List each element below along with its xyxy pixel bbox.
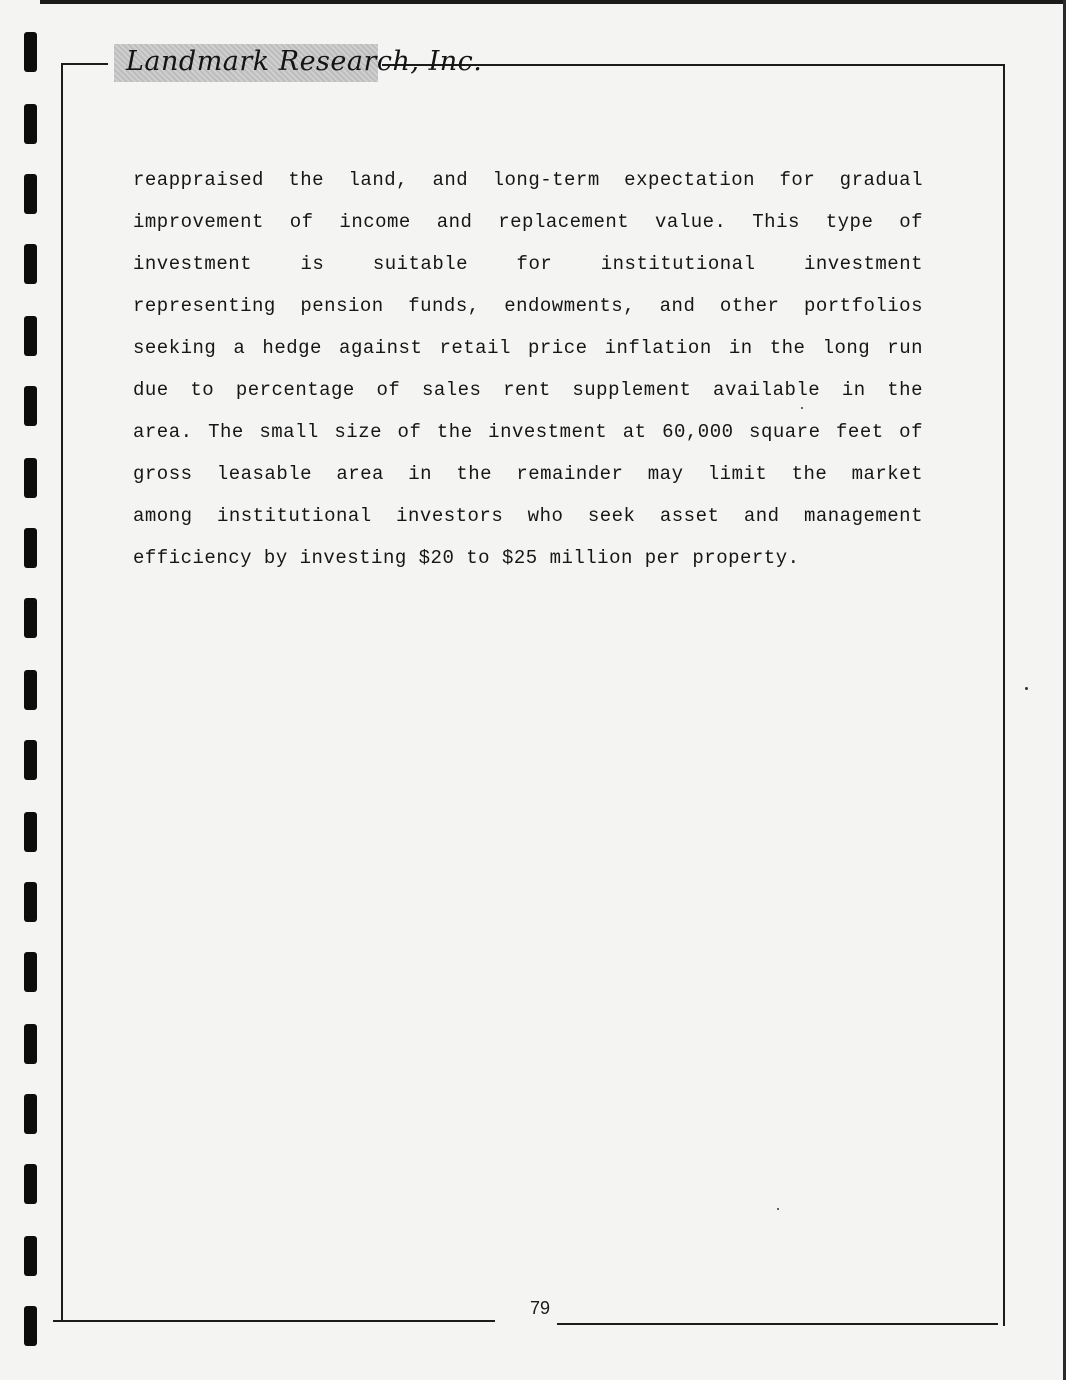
- binding-hole: [24, 1094, 37, 1134]
- binding-hole: [24, 882, 37, 922]
- body-line: seeking a hedge against retail price inflation in the long run: [133, 337, 923, 359]
- frame-bottom-right-segment: [557, 1323, 998, 1325]
- binding-hole: [24, 812, 37, 852]
- scan-speck: [1025, 687, 1028, 690]
- body-line: among institutional investors who seek asset and management: [133, 505, 923, 527]
- binding-hole: [24, 104, 37, 144]
- body-line: due to percentage of sales rent supplement available in the: [133, 379, 923, 401]
- body-line: gross leasable area in the remainder may limit the market: [133, 463, 923, 485]
- binding-hole: [24, 1024, 37, 1064]
- binding-hole: [24, 1306, 37, 1346]
- frame-bottom-left-segment: [53, 1320, 495, 1322]
- binding-hole: [24, 740, 37, 780]
- frame-top-left-segment: [62, 63, 108, 65]
- body-line: efficiency by investing $20 to $25 million per property.: [133, 547, 800, 569]
- binding-hole: [24, 952, 37, 992]
- scan-speck: [777, 1208, 779, 1210]
- body-line: improvement of income and replacement value. This type of: [133, 211, 923, 233]
- body-line: investment is suitable for institutional investment: [133, 253, 923, 275]
- binding-hole: [24, 316, 37, 356]
- body-line: area. The small size of the investment at 60,000 square feet of: [133, 421, 923, 443]
- scan-speck: [801, 407, 803, 409]
- binding-hole: [24, 174, 37, 214]
- body-line: representing pension funds, endowments, and other portfolios: [133, 295, 923, 317]
- binding-hole: [24, 458, 37, 498]
- company-letterhead: [114, 44, 483, 82]
- binding-hole: [24, 1236, 37, 1276]
- binding-hole: [24, 528, 37, 568]
- page-top-edge: [40, 0, 1066, 4]
- frame-left-side: [61, 63, 63, 1321]
- page-number: 79: [529, 1298, 551, 1318]
- company-name: Landmark Research, Inc.: [126, 46, 483, 77]
- frame-right-side: [1003, 64, 1005, 1326]
- binding-hole: [24, 32, 37, 72]
- binding-hole: [24, 244, 37, 284]
- binding-hole: [24, 1164, 37, 1204]
- binding-hole: [24, 670, 37, 710]
- binding-hole: [24, 598, 37, 638]
- binding-hole: [24, 386, 37, 426]
- body-line: reappraised the land, and long-term expectation for gradual: [133, 169, 923, 191]
